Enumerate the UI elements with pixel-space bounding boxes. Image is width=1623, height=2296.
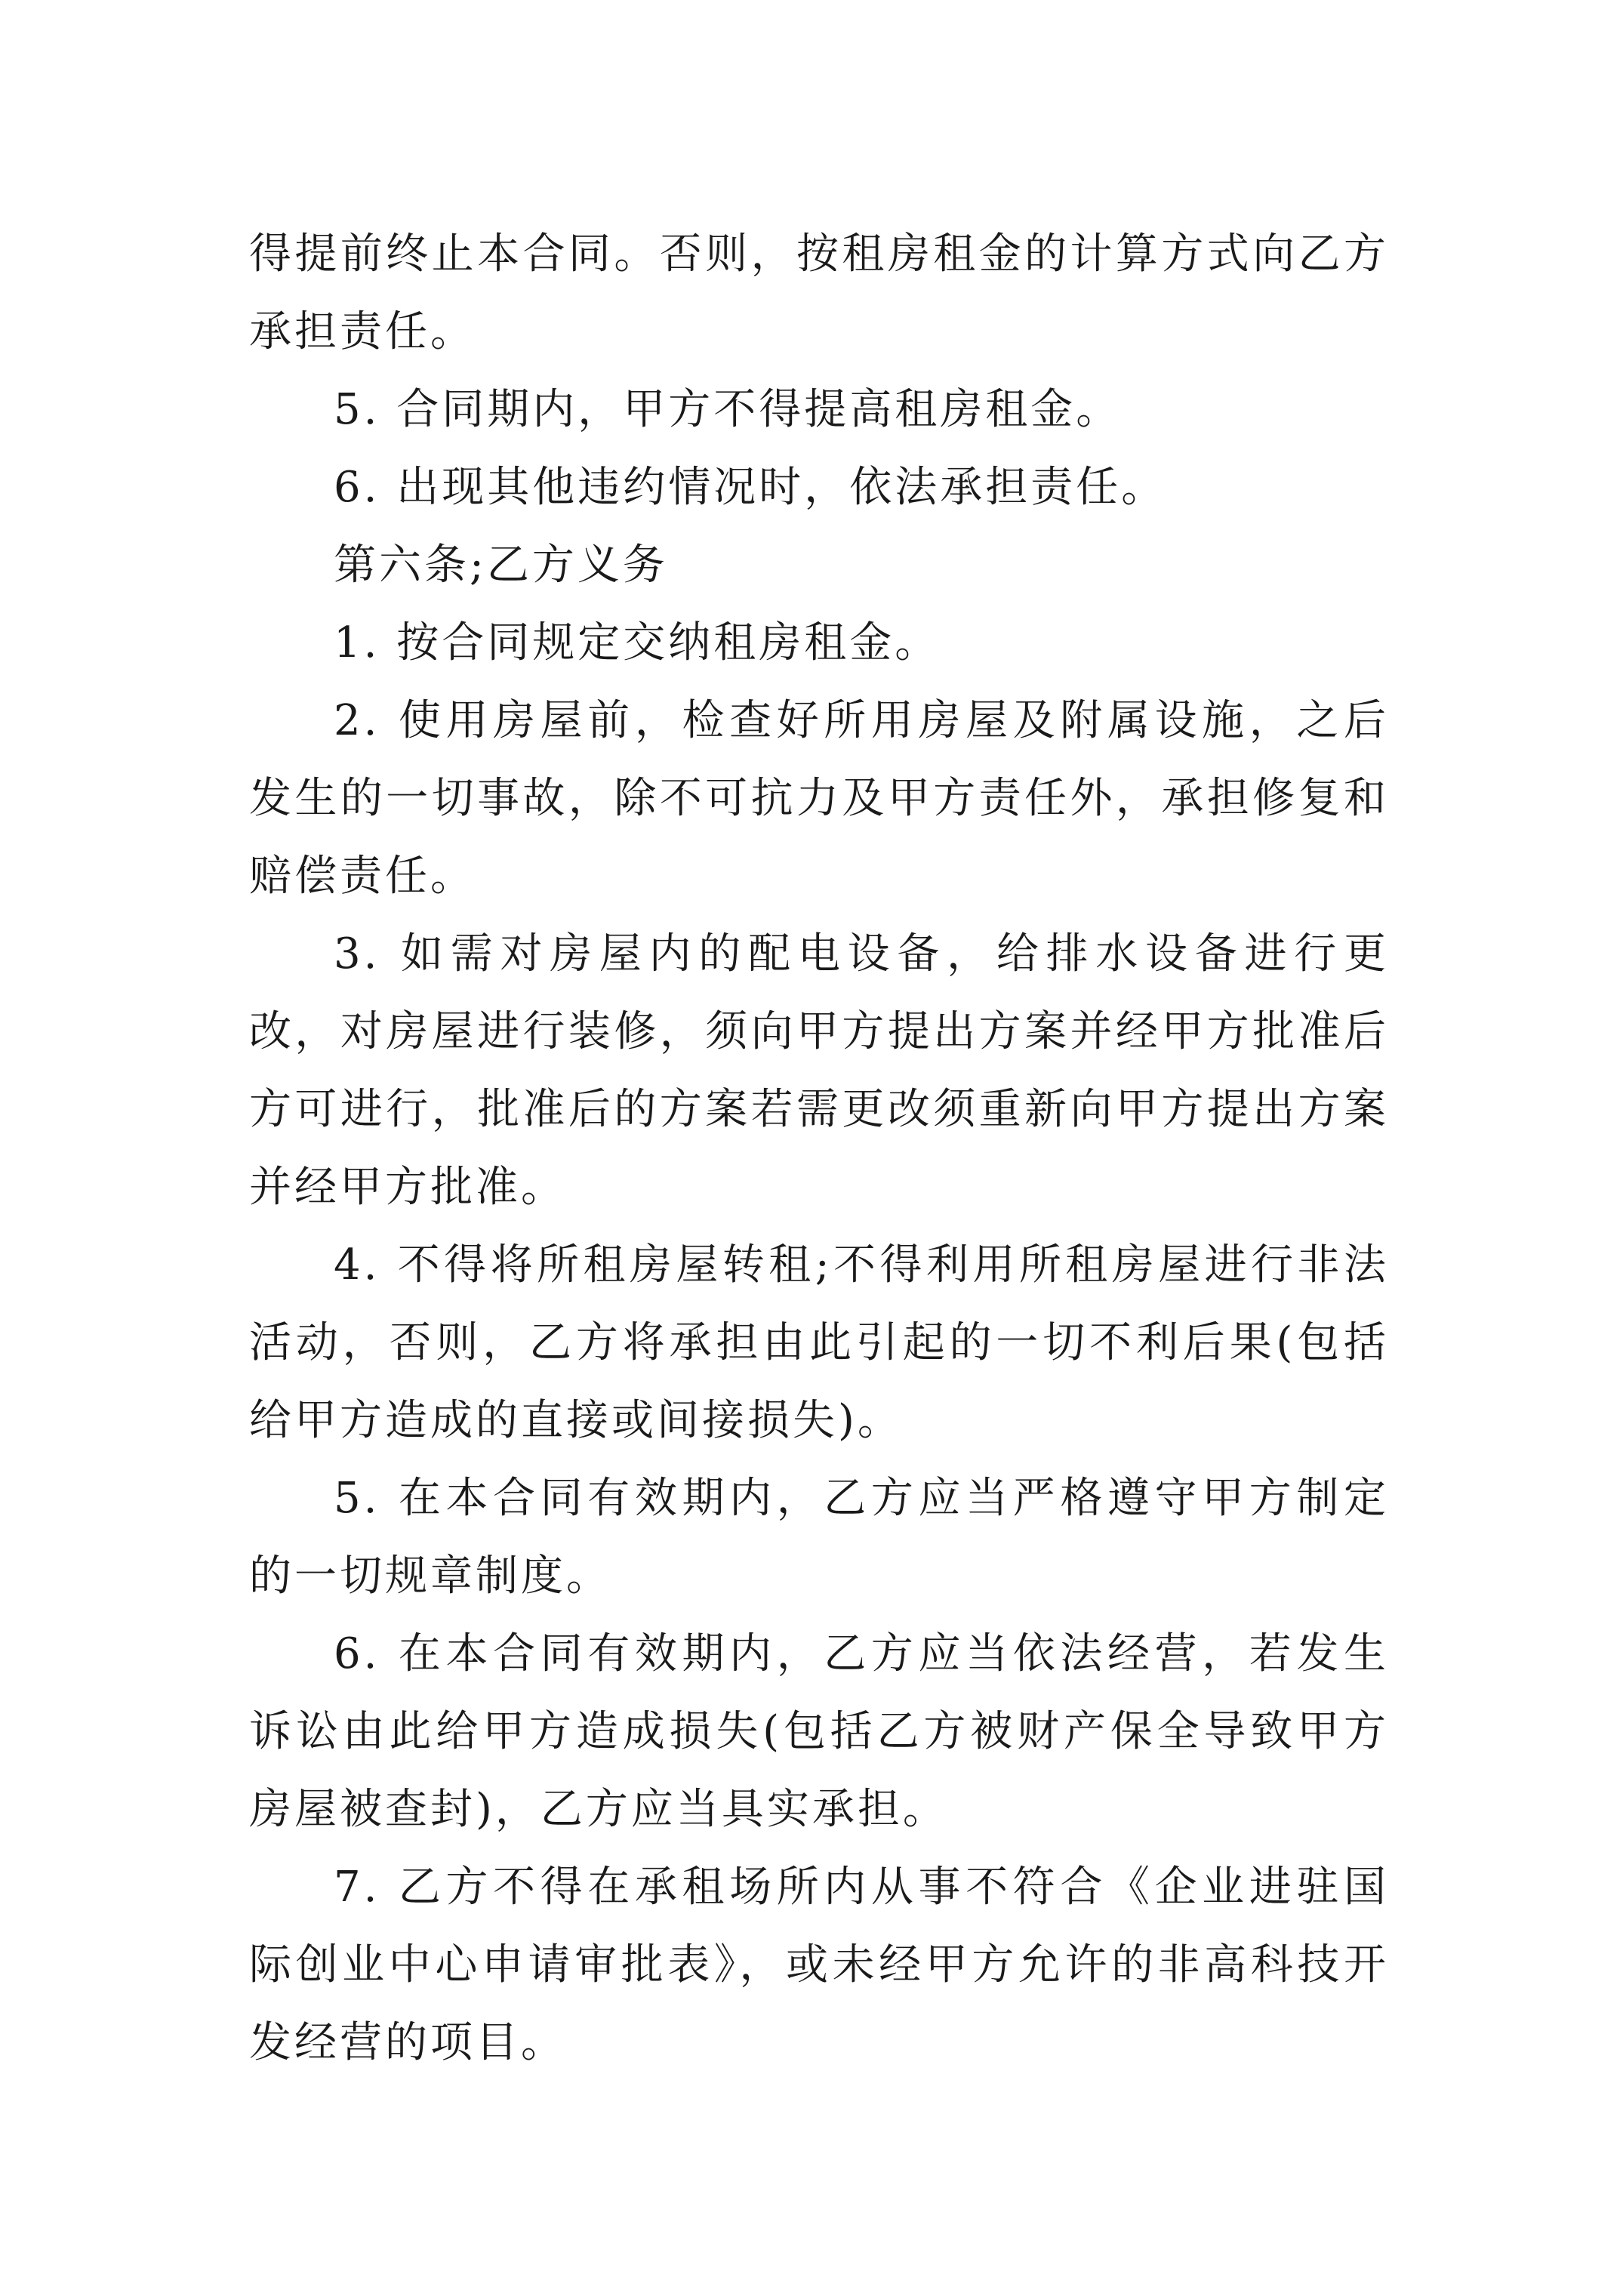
paragraph-duty-4: 4. 不得将所租房屋转租;不得利用所租房屋进行非法活动，否则，乙方将承担由此引起的一切不利后果(包括给甲方造成的直接或间接损失)。 bbox=[249, 1240, 1389, 1445]
section-heading-article-6: 第六条;乙方义务 bbox=[334, 541, 668, 590]
paragraph-duty-3: 3. 如需对房屋内的配电设备，给排水设备进行更改，对房屋进行装修，须向甲方提出方案并经甲方批准后方可进行，批准后的方案若需更改须重新向甲方提出方案并经甲方批准。 bbox=[249, 929, 1389, 1212]
paragraph-clause-5-rent-freeze: 5. 合同期内，甲方不得提高租房租金。 bbox=[334, 385, 1122, 434]
paragraph-duty-6: 6. 在本合同有效期内，乙方应当依法经营，若发生诉讼由此给甲方造成损失(包括乙方被财产保全导致甲方房屋被查封)，乙方应当具实承担。 bbox=[249, 1629, 1389, 1834]
paragraph-duty-2: 2. 使用房屋前，检查好所用房屋及附属设施，之后发生的一切事故，除不可抗力及甲方责任外，承担修复和赔偿责任。 bbox=[249, 696, 1389, 901]
paragraph-continuation: 得提前终止本合同。否则，按租房租金的计算方式向乙方承担责任。 bbox=[249, 230, 1389, 356]
paragraph-duty-1: 1. 按合同规定交纳租房租金。 bbox=[334, 618, 941, 667]
paragraph-clause-6-other-breach: 6. 出现其他违约情况时，依法承担责任。 bbox=[334, 463, 1167, 512]
paragraph-duty-5: 5. 在本合同有效期内，乙方应当严格遵守甲方制定的一切规章制度。 bbox=[249, 1474, 1389, 1601]
paragraph-duty-7: 7. 乙方不得在承租场所内从事不符合《企业进驻国际创业中心申请审批表》，或未经甲方允许的非高科技开发经营的项目。 bbox=[249, 1863, 1389, 2067]
document-body bbox=[249, 215, 1389, 2082]
